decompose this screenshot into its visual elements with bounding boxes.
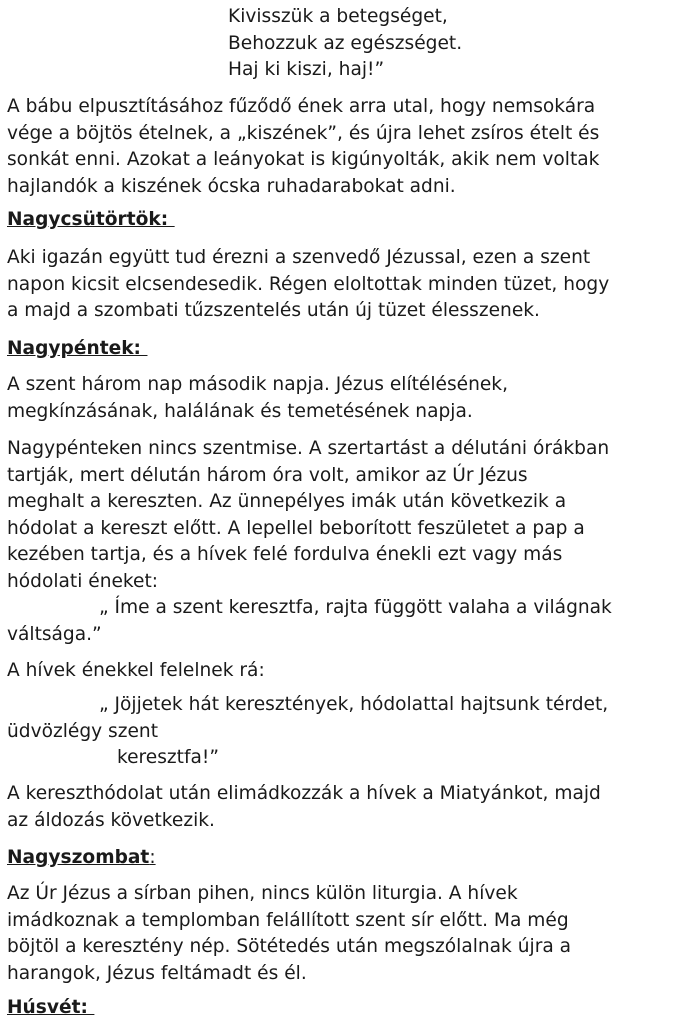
text-line: Az Úr Jézus a sírban pihen, nincs külön liturgia. A hívek — [7, 883, 518, 904]
text-line: harangok, Jézus feltámadt és él. — [7, 962, 307, 984]
text-line: Aki igazán együtt tud érezni a szenvedő Jézussal, ezen a szent — [7, 247, 591, 268]
verse-line: Haj ki kiszi, haj!” — [228, 59, 385, 80]
text-line: a majd a szombati tűzszentelés után új tüzet élesszenek. — [7, 300, 540, 321]
text-line: imádkoznak a templomban felállított szent sír előtt. Ma még — [7, 909, 569, 931]
text-line: megkínzásának, halálának és temetésének napja. — [7, 400, 473, 422]
heading-husvet: Húsvét: — [7, 997, 95, 1018]
verse-line: Behozzuk az egészséget. — [228, 32, 463, 54]
quote-line: váltsága.” — [7, 623, 102, 645]
text-line: tartják, mert délután három óra volt, amikor az Úr Jézus — [7, 464, 528, 486]
verse-line: Kivisszük a betegséget, — [228, 6, 448, 27]
text-line: A kereszthódolat után elimádkozzák a hívek a Miatyánkot, majd — [7, 783, 601, 804]
text-line: sonkát enni. Azokat a leányokat is kigúnyolták, akik nem voltak — [7, 149, 600, 170]
paragraph-hivek: A hívek énekkel felelnek rá: — [7, 660, 265, 681]
quote-block — [7, 692, 673, 772]
paragraph-nagypentek-1 — [7, 372, 673, 425]
text-line: Nagypénteken nincs szentmise. A szertartást a délutáni órákban — [7, 438, 610, 459]
text-line: A bábu elpusztításához fűződő ének arra utal, hogy nemsokára — [7, 96, 596, 117]
heading-nagycsutortok: Nagycsütörtök: — [7, 209, 175, 230]
heading-text: Nagyszombat — [7, 847, 150, 868]
text-line: hódolati éneket: — [7, 570, 159, 592]
paragraph-nagypentek-2 — [7, 436, 673, 648]
text-line: A szent három nap második napja. Jézus elítélésének, — [7, 374, 508, 395]
text-line: böjtöl a keresztény nép. Sötétedés után megszólalnak újra a — [7, 936, 572, 957]
verse-block — [228, 4, 462, 84]
text-line: hajlandók a kiszének ócska ruhadarabokat adni. — [7, 175, 456, 197]
paragraph-keresztho — [7, 781, 673, 834]
text-line: az áldozás következik. — [7, 809, 215, 831]
heading-nagyszombat — [7, 845, 156, 872]
heading-nagypentek: Nagypéntek: — [7, 338, 148, 359]
paragraph-nagyszombat — [7, 881, 673, 987]
paragraph-nagycsutortok — [7, 245, 673, 325]
quote-line: üdvözlégy szent — [7, 720, 159, 742]
quote-line: „ Jöjjetek hát keresztények, hódolattal hajtsunk térdet, — [99, 694, 609, 715]
text-line: napon kicsit elcsendesedik. Régen eloltottak minden tüzet, hogy — [7, 273, 610, 295]
text-line: vége a böjtös ételnek, a „kiszének”, és újra lehet zsíros ételt és — [7, 122, 600, 144]
paragraph-kiszi — [7, 94, 673, 200]
quote-line: keresztfa!” — [117, 747, 219, 768]
quote-line: „ Íme a szent keresztfa, rajta függött valaha a világnak — [99, 597, 612, 618]
heading-colon: : — [149, 847, 156, 868]
text-line: kezében tartja, és a hívek felé fordulva énekli ezt vagy más — [7, 544, 563, 565]
text-line: meghalt a kereszten. Az ünnepélyes imák után következik a — [7, 491, 567, 512]
text-line: hódolat a kereszt előtt. A lepellel beborított feszületet a pap a — [7, 517, 585, 539]
